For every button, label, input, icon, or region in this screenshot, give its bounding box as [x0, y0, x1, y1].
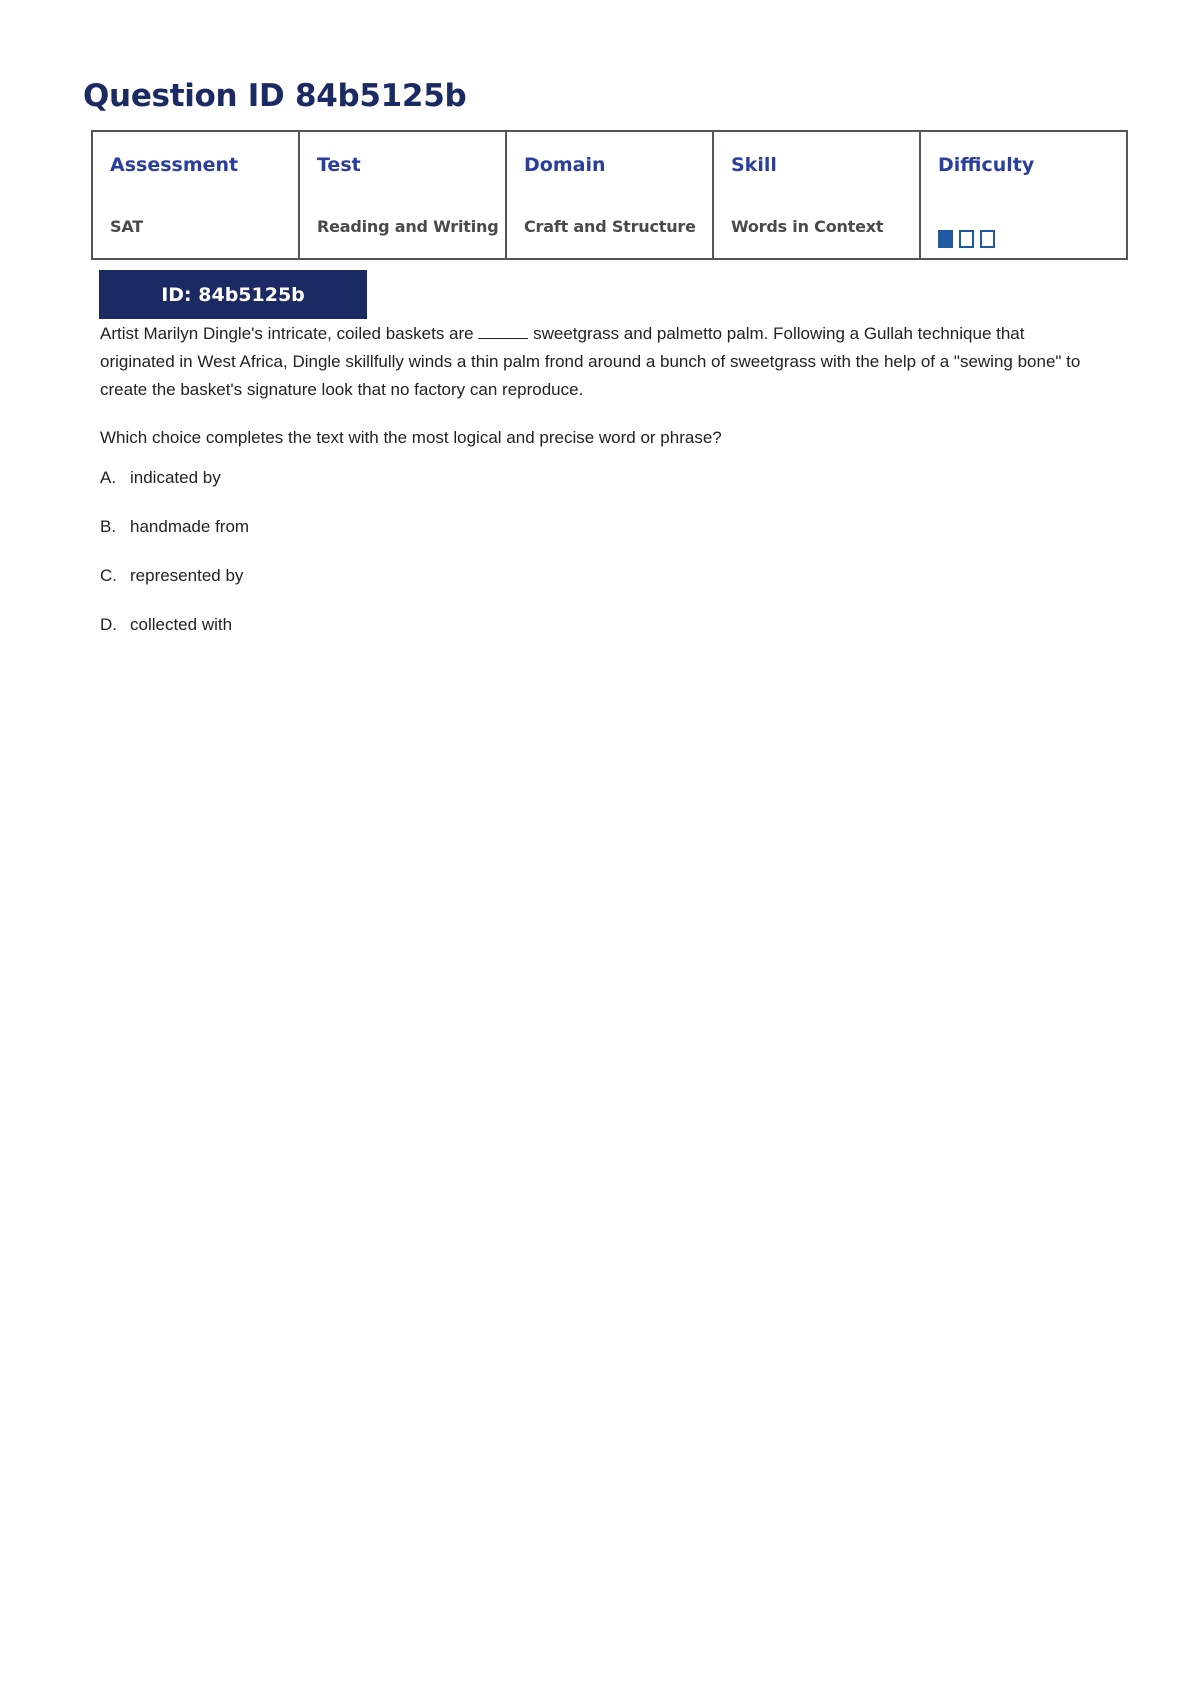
question-metadata-table — [91, 130, 1128, 260]
choice-letter: C. — [100, 566, 117, 585]
answer-choice-c[interactable] — [100, 566, 249, 615]
meta-value-test: Reading and Writing — [317, 217, 499, 236]
answer-choices — [100, 468, 249, 664]
meta-cell-domain — [506, 131, 713, 259]
meta-header-skill: Skill — [731, 154, 777, 176]
meta-value-skill: Words in Context — [731, 217, 884, 236]
question-passage — [100, 320, 1100, 404]
meta-cell-skill — [713, 131, 920, 259]
passage-blank — [478, 323, 528, 339]
meta-value-domain: Craft and Structure — [524, 217, 696, 236]
difficulty-box-2 — [959, 230, 974, 248]
answer-choice-b[interactable] — [100, 517, 249, 566]
question-stem: Which choice completes the text with the most logical and precise word or phrase? — [100, 428, 722, 447]
meta-header-test: Test — [317, 154, 361, 176]
choice-text: represented by — [130, 566, 244, 585]
passage-after-blank: sweetgrass and palmetto palm. Following a Gullah technique that originated in West Africa, Dingle skillfully winds a thin palm frond around a bunch of sweetgrass with the help of a "sewing bone" to create the basket's signature look that no factory can reproduce. — [100, 324, 1081, 399]
choice-text: collected with — [130, 615, 233, 634]
question-id-banner: ID: 84b5125b — [99, 270, 367, 319]
meta-header-domain: Domain — [524, 154, 606, 176]
page-title: Question ID 84b5125b — [83, 78, 467, 114]
meta-value-assessment: SAT — [110, 217, 143, 236]
choice-letter: D. — [100, 615, 117, 634]
meta-cell-assessment — [92, 131, 299, 259]
answer-choice-a[interactable] — [100, 468, 249, 517]
choice-text: handmade from — [130, 517, 250, 536]
passage-before-blank: Artist Marilyn Dingle's intricate, coiled baskets are — [100, 324, 474, 343]
choice-letter: A. — [100, 468, 117, 487]
choice-text: indicated by — [130, 468, 221, 487]
meta-header-difficulty: Difficulty — [938, 154, 1035, 176]
difficulty-indicator — [938, 230, 995, 248]
answer-choice-d[interactable] — [100, 615, 249, 664]
choice-letter: B. — [100, 517, 117, 536]
difficulty-box-3 — [980, 230, 995, 248]
difficulty-box-1 — [938, 230, 953, 248]
meta-header-assessment: Assessment — [110, 154, 239, 176]
meta-cell-difficulty — [920, 131, 1127, 259]
meta-cell-test — [299, 131, 506, 259]
